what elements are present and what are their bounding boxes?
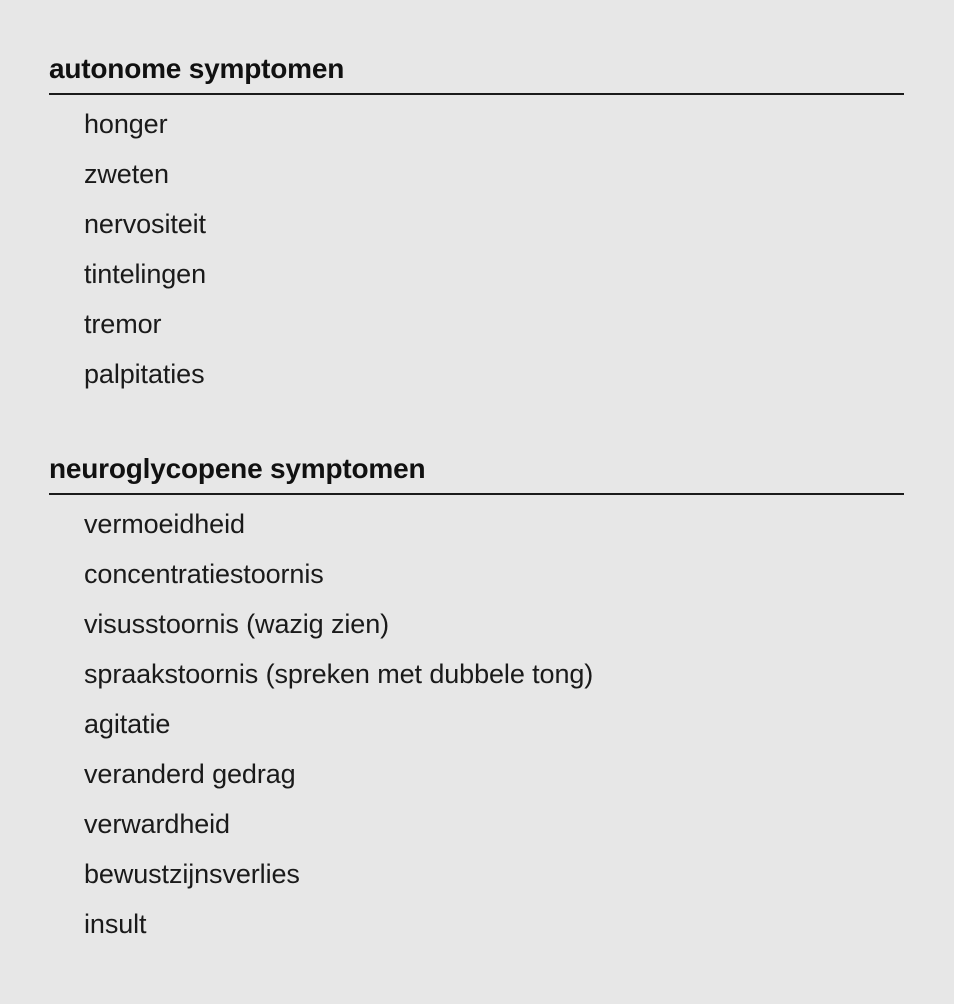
list-item: spraakstoornis (spreken met dubbele tong) xyxy=(84,659,594,689)
section-title-autonome: autonome symptomen xyxy=(49,53,345,84)
symptom-list-autonome xyxy=(49,95,904,399)
section-neuroglycopene-symptomen xyxy=(49,452,904,949)
list-item: bewustzijnsverlies xyxy=(84,859,300,889)
list-item: vermoeidheid xyxy=(84,509,245,539)
section-title-neuroglycopene: neuroglycopene symptomen xyxy=(49,453,426,484)
list-item: honger xyxy=(84,109,168,139)
list-item: tremor xyxy=(84,309,162,339)
list-item: veranderd gedrag xyxy=(84,759,296,789)
section-autonome-symptomen xyxy=(49,52,904,399)
list-item: zweten xyxy=(84,159,169,189)
list-item: palpitaties xyxy=(84,359,205,389)
symptom-list-neuroglycopene xyxy=(49,495,904,949)
list-item: nervositeit xyxy=(84,209,206,239)
list-item: concentratiestoornis xyxy=(84,559,324,589)
list-item: insult xyxy=(84,909,147,939)
list-item: agitatie xyxy=(84,709,171,739)
list-item: visusstoornis (wazig zien) xyxy=(84,609,389,639)
list-item: tintelingen xyxy=(84,259,206,289)
list-item: verwardheid xyxy=(84,809,230,839)
